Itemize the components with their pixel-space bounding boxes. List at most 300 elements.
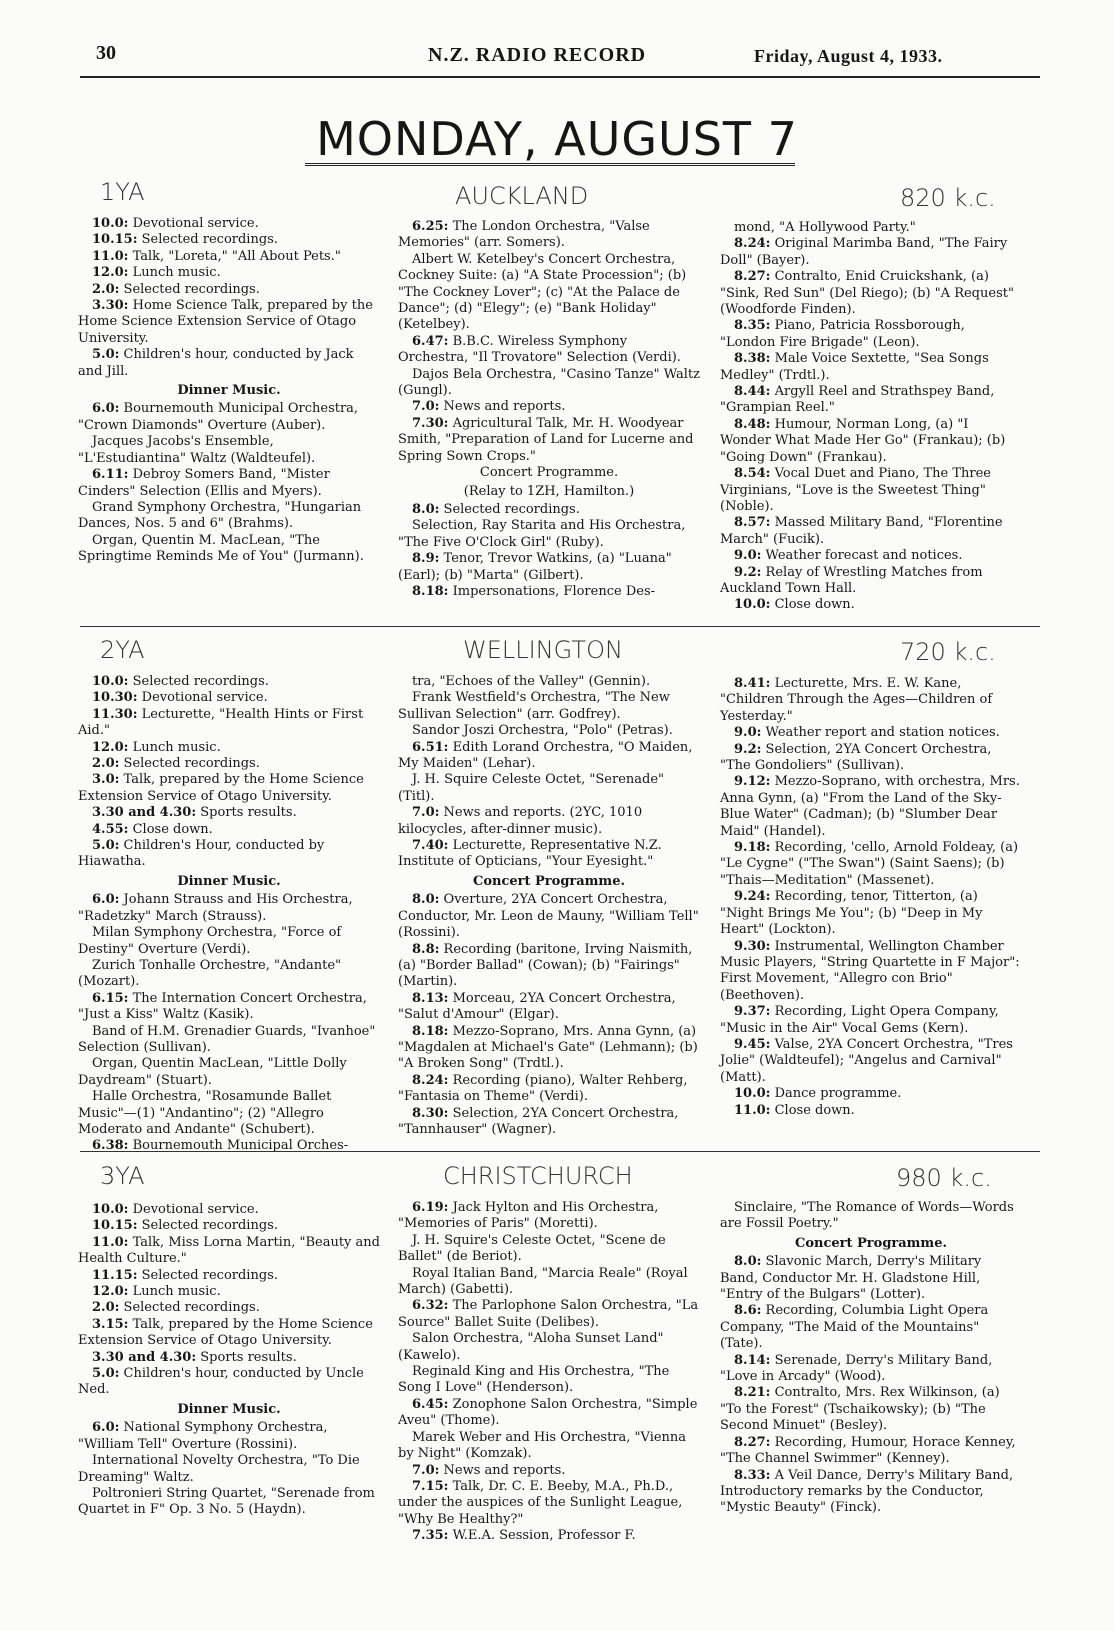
program-entry (78, 1089, 380, 1138)
entry-time: 11.15: (92, 1267, 138, 1283)
entry-text: Contralto, Enid Cruickshank, (a) "Sink, Red Sun" (Del Riego); (b) "A Request" (Woodforde Finden). (720, 269, 1014, 318)
program-entry (398, 1233, 700, 1266)
program-entry (720, 236, 1022, 269)
entry-time: 6.25: (412, 219, 449, 234)
entry-text: Lecturette, Mrs. E. W. Kane, "Children Through the Ages—Children of Yesterday." (720, 676, 993, 724)
program-entry (720, 1037, 1022, 1086)
entry-text: Poltronieri String Quartet, "Serenade from Quartet in F" Op. 3 No. 5 (Haydn). (78, 1485, 375, 1518)
program-entry (398, 584, 700, 600)
entry-time: 6.51: (412, 739, 449, 755)
entry-time: 7.0: (412, 1462, 440, 1478)
entry-time: 12.0: (92, 739, 129, 755)
section-divider (80, 1151, 1040, 1152)
entry-time: 8.18: (412, 583, 449, 599)
entry-time: 10.0: (92, 674, 129, 689)
entry-text: J. H. Squire Celeste Octet, "Serenade" (Titl). (398, 772, 665, 804)
program-entry (398, 1200, 700, 1233)
entry-text: Debroy Somers Band, "Mister Cinders" Selection (Ellis and Myers). (78, 467, 330, 499)
entry-time: 8.27: (734, 269, 771, 285)
subheading: Dinner Music. (177, 873, 281, 889)
program-entry (78, 401, 380, 434)
entry-text: Overture, 2YA Concert Orchestra, Conductor, Mr. Leon de Mauny, "William Tell" (Rossini). (398, 892, 699, 941)
entry-text: Recording (piano), Walter Rehberg, "Fantasia on Theme" (Verdi). (398, 1072, 688, 1105)
program-entry (720, 384, 1022, 417)
entry-text: Marek Weber and His Orchestra, "Vienna by Night" (Komzak). (398, 1429, 687, 1462)
entry-text: Frank Westfield's Orchestra, "The New Sullivan Selection" (arr. Godfrey). (398, 690, 670, 722)
entry-text: Selection, 2YA Concert Orchestra, "Tannhauser" (Wagner). (398, 1105, 679, 1137)
program-entry (720, 774, 1022, 840)
entry-time: 12.0: (92, 1284, 129, 1300)
entry-text: News and reports. (439, 1462, 566, 1478)
program-entry (78, 756, 380, 772)
entry-text: Argyll Reel and Strathspey Band, "Grampian Reel." (720, 384, 995, 416)
station-freq-3ya: 980 k.c. (896, 1164, 992, 1192)
program-entry (78, 282, 380, 298)
program-entry (720, 1353, 1022, 1386)
program-column (398, 219, 700, 600)
program-entry (398, 252, 700, 334)
station-city-wellington: WELLINGTON (463, 636, 623, 664)
program-entry (720, 725, 1022, 741)
program-entry (398, 1430, 700, 1463)
program-entry (78, 1024, 380, 1057)
program-entry (398, 518, 700, 551)
entry-time: 8.27: (734, 1434, 771, 1450)
entry-time: 8.14: (734, 1352, 771, 1368)
entry-text: Zurich Tonhalle Orchestre, "Andante" (Mozart). (78, 957, 342, 990)
entry-text: Salon Orchestra, "Aloha Sunset Land" (Kawelo). (398, 1331, 664, 1363)
program-entry (78, 1284, 380, 1300)
program-column (78, 674, 380, 1155)
section-divider (80, 626, 1040, 627)
entry-time: 7.40: (412, 838, 449, 854)
program-entry (398, 740, 700, 773)
program-entry (78, 1056, 380, 1089)
entry-text: Recording, Humour, Horace Kenney, "The Channel Swimmer" (Kenney). (720, 1434, 1016, 1467)
program-entry (78, 1420, 380, 1453)
program-entry (78, 533, 380, 566)
program-entry (720, 1103, 1022, 1119)
program-entry (398, 502, 700, 518)
entry-text: Close down. (770, 1102, 855, 1118)
entry-text: Recording, Light Opera Company, "Music in the Air" Vocal Gems (Kern). (720, 1004, 999, 1036)
program-entry (720, 1254, 1022, 1303)
entry-time: 3.30 and 4.30: (92, 805, 197, 821)
entry-text: Talk, "Loreta," "All About Pets." (128, 248, 341, 264)
program-entry (720, 597, 1022, 613)
program-entry (78, 1300, 380, 1316)
entry-text: Lecturette, Representative N.Z. Institute of Opticians, "Your Eyesight." (398, 838, 662, 870)
entry-time: 5.0: (92, 838, 120, 854)
entry-text: Relay of Wrestling Matches from Auckland Town Hall. (720, 564, 983, 596)
entry-text: Lunch music. (128, 739, 221, 755)
entry-time: 8.0: (734, 1254, 762, 1270)
entry-time: 9.18: (734, 840, 771, 856)
entry-text: Lunch music. (128, 1284, 221, 1300)
program-column (78, 1202, 380, 1519)
program-entry (720, 1086, 1022, 1102)
entry-time: 10.0: (734, 597, 771, 613)
program-entry (398, 723, 700, 739)
entry-text: Recording (baritone, Irving Naismith, (a) "Border Ballad" (Cowan); (b) "Fairings" (Martin). (398, 941, 693, 990)
program-entry (398, 690, 700, 723)
entry-text: Selection, 2YA Concert Orchestra, "The Gondoliers" (Sullivan). (720, 741, 992, 774)
program-column (720, 676, 1022, 1119)
program-entry (720, 318, 1022, 351)
entry-time: 11.0: (92, 1234, 129, 1250)
entry-text: Johann Strauss and His Orchestra, "Radetzky" March (Strauss). (78, 892, 353, 924)
entry-text: Impersonations, Florence Des- (448, 583, 656, 599)
program-entry (398, 805, 700, 838)
entry-time: 8.41: (734, 676, 771, 691)
entry-time: 3.15: (92, 1316, 129, 1332)
program-entry (398, 551, 700, 584)
entry-time: 3.30: (92, 298, 129, 314)
program-entry (398, 1298, 700, 1331)
page-title: MONDAY, AUGUST 7 (316, 112, 798, 166)
station-freq-1ya: 820 k.c. (900, 184, 996, 212)
entry-time: 8.21: (734, 1385, 771, 1401)
entry-time: 8.13: (412, 990, 449, 1006)
entry-text: Close down. (770, 597, 855, 613)
entry-text: Tenor, Trevor Watkins, (a) "Luana" (Earl); (b) "Marta" (Gilbert). (398, 551, 672, 583)
entry-time: 7.0: (412, 805, 440, 821)
entry-text: Organ, Quentin MacLean, "Little Dolly Daydream" (Stuart). (78, 1056, 347, 1088)
entry-text: Agricultural Talk, Mr. H. Woodyear Smith, "Preparation of Land for Lucerne and Spring Sown Crops." (398, 415, 694, 464)
issue-date: Friday, August 4, 1933. (754, 46, 943, 66)
program-entry (398, 399, 700, 415)
entry-text: Original Marimba Band, "The Fairy Doll" (Bayer). (720, 236, 1008, 268)
entry-time: 8.0: (412, 892, 440, 908)
entry-time: 8.57: (734, 515, 771, 531)
station-call-1ya: 1YA (100, 178, 145, 206)
entry-text: Reginald King and His Orchestra, "The Song I Love" (Henderson). (398, 1364, 670, 1396)
entry-text: National Symphony Orchestra, "William Tell" Overture (Rossini). (78, 1420, 328, 1452)
station-freq-2ya: 720 k.c. (900, 638, 996, 666)
program-entry (78, 740, 380, 756)
entry-time: 8.8: (412, 941, 440, 957)
program-entry (78, 991, 380, 1024)
entry-time: 8.24: (412, 1072, 449, 1088)
program-entry (398, 1479, 700, 1528)
entry-text: Selected recordings. (137, 232, 278, 248)
entry-text: Jack Hylton and His Orchestra, "Memories of Paris" (Moretti). (398, 1200, 659, 1232)
program-entry (78, 805, 380, 821)
entry-time: 9.2: (734, 741, 762, 757)
entry-text: B.B.C. Wireless Symphony Orchestra, "Il Trovatore" Selection (Verdi). (398, 333, 681, 366)
entry-text: Recording, tenor, Titterton, (a) "Night Brings Me You"; (b) "Deep in My Heart" (Lockton). (720, 889, 983, 938)
program-entry (720, 1200, 1022, 1233)
station-city-christchurch: CHRISTCHURCH (443, 1162, 633, 1190)
program-entry (720, 548, 1022, 564)
program-entry (720, 220, 1022, 236)
entry-time: 9.45: (734, 1036, 771, 1052)
subheading: Dinner Music. (177, 1401, 281, 1417)
entry-time: 6.47: (412, 333, 449, 349)
entry-time: 6.45: (412, 1396, 449, 1412)
entry-time: 7.15: (412, 1478, 449, 1494)
entry-time: 9.0: (734, 725, 762, 741)
program-entry (78, 467, 380, 500)
program-entry (78, 772, 380, 805)
entry-time: 8.24: (734, 236, 771, 252)
entry-time: 11.30: (92, 706, 138, 722)
program-entry (398, 1528, 700, 1544)
entry-text: Instrumental, Wellington Chamber Music Players, "String Quartette in F Major": First Movement, "Allegro con Brio" (Beethoven). (720, 938, 1020, 1003)
entry-text: Sandor Joszi Orchestra, "Polo" (Petras). (412, 723, 673, 739)
page-number: 30 (96, 42, 116, 64)
entry-time: 10.0: (92, 1202, 129, 1217)
title-underline (305, 163, 795, 166)
entry-text: Bournemouth Municipal Orchestra, "Crown Diamonds" Overture (Auber). (78, 401, 359, 433)
program-entry (78, 1350, 380, 1366)
entry-time: 8.54: (734, 466, 771, 482)
program-entry (720, 939, 1022, 1005)
entry-time: 10.15: (92, 1218, 138, 1234)
header-rule (80, 76, 1040, 78)
entry-time: 8.38: (734, 351, 771, 367)
entry-time: 10.30: (92, 690, 138, 706)
entry-time: 2.0: (92, 281, 120, 297)
entry-time: 8.48: (734, 416, 771, 432)
entry-time: 9.0: (734, 548, 762, 564)
program-column (720, 220, 1022, 614)
program-entry (398, 1331, 700, 1364)
program-entry (398, 942, 700, 991)
program-entry (78, 1235, 380, 1268)
entry-time: 11.0: (92, 248, 129, 264)
entry-time: 8.9: (412, 551, 440, 567)
entry-text: International Novelty Orchestra, "To Die Dreaming" Waltz. (78, 1453, 360, 1485)
entry-time: 12.0: (92, 265, 129, 281)
entry-text: The Parlophone Salon Orchestra, "La Source" Ballet Suite (Delibes). (398, 1298, 699, 1330)
entry-time: 9.37: (734, 1004, 771, 1020)
entry-time: 7.30: (412, 415, 449, 431)
program-entry (720, 676, 1022, 725)
program-entry (398, 1463, 700, 1479)
program-entry (78, 892, 380, 925)
program-entry (398, 1024, 700, 1073)
entry-text: Mezzo-Soprano, with orchestra, Mrs. Anna Gynn, (a) "From the Land of the Sky-Blue Water" (Cadman); (b) "Slumber Dear Maid" (Handel). (720, 774, 1020, 839)
station-city-auckland: AUCKLAND (455, 182, 589, 210)
entry-time: 5.0: (92, 347, 120, 363)
program-entry (398, 1364, 700, 1397)
entry-time: 9.24: (734, 889, 771, 905)
subheading: Concert Programme. (794, 1235, 947, 1251)
entry-text: Sinclaire, "The Romance of Words—Words are Fossil Poetry." (720, 1200, 1014, 1232)
entry-time: 6.11: (92, 467, 129, 483)
entry-text: Children's Hour, conducted by Hiawatha. (78, 838, 325, 870)
program-entry (720, 269, 1022, 318)
entry-text: Valse, 2YA Concert Orchestra, "Tres Jolie" (Waldteufel); "Angelus and Carnival" (Matt). (720, 1036, 1013, 1085)
program-entry (720, 1385, 1022, 1434)
entry-text: Devotional service. (128, 1202, 259, 1217)
entry-text: Dance programme. (770, 1086, 902, 1102)
entry-time: 6.19: (412, 1200, 449, 1215)
entry-text: Serenade, Derry's Military Band, "Love in Arcady" (Wood). (720, 1352, 993, 1385)
entry-text: Recording, 'cello, Arnold Foldeay, (a) "Le Cygne" ("The Swan") (Saint Saens); (b) "Thais—Meditation" (Massenet). (720, 840, 1019, 888)
entry-time: 2.0: (92, 1300, 120, 1316)
program-entry (78, 232, 380, 248)
publication-name: N.Z. RADIO RECORD (428, 44, 647, 66)
program-entry (720, 417, 1022, 466)
entry-time: 9.12: (734, 774, 771, 790)
entry-time: 2.0: (92, 756, 120, 772)
program-entry (78, 707, 380, 740)
program-entry (398, 991, 700, 1024)
entry-text: Bournemouth Municipal Orches- (128, 1138, 349, 1154)
program-entry (398, 1073, 700, 1106)
entry-time: 10.0: (734, 1086, 771, 1102)
entry-text: The London Orchestra, "Valse Memories" (arr. Somers). (398, 219, 650, 251)
entry-text: Selected recordings. (119, 1300, 260, 1316)
program-entry (398, 219, 700, 252)
program-entry (78, 1453, 380, 1486)
program-entry (720, 1303, 1022, 1352)
subheading: Concert Programme. (479, 465, 619, 481)
entry-time: 8.33: (734, 1467, 771, 1483)
entry-text: Selected recordings. (439, 501, 580, 517)
program-entry (78, 216, 380, 232)
entry-time: 8.18: (412, 1023, 449, 1039)
program-entry (720, 1435, 1022, 1468)
program-entry (78, 925, 380, 958)
entry-time: 10.15: (92, 232, 138, 248)
program-entry (78, 1366, 380, 1399)
program-entry (78, 249, 380, 265)
entry-text: Selected recordings. (128, 674, 269, 689)
program-entry (398, 367, 700, 400)
program-entry (398, 674, 700, 690)
entry-time: 8.0: (412, 501, 440, 517)
program-entry (78, 822, 380, 838)
entry-text: mond, "A Hollywood Party." (734, 220, 916, 235)
entry-time: 3.0: (92, 772, 120, 788)
program-entry (78, 690, 380, 706)
program-entry (398, 838, 700, 871)
entry-text: Home Science Talk, prepared by the Home Science Extension Service of Otago University. (78, 298, 373, 346)
program-entry (398, 892, 700, 941)
program-entry (720, 889, 1022, 938)
entry-time: 3.30 and 4.30: (92, 1349, 197, 1365)
program-entry (720, 1004, 1022, 1037)
entry-time: 9.30: (734, 938, 771, 954)
entry-text: Humour, Norman Long, (a) "I Wonder What Made Her Go" (Frankau); (b) "Going Down" (Frankau). (720, 416, 1006, 465)
entry-text: Albert W. Ketelbey's Concert Orchestra, Cockney Suite: (a) "A State Procession"; (b) "The Cockney Lover"; (c) "At the Palace de Dance"; (d) "Elegy"; (e) "Bank Holiday" (Ketelbey). (398, 251, 687, 333)
entry-text: Vocal Duet and Piano, The Three Virginians, "Love is the Sweetest Thing" (Noble). (720, 466, 991, 514)
entry-time: 6.15: (92, 990, 129, 1006)
entry-text: tra, "Echoes of the Valley" (Gennin). (412, 674, 651, 689)
entry-text: Close down. (128, 821, 213, 837)
entry-text: Talk, prepared by the Home Science Extension Service of Otago University. (78, 1316, 373, 1349)
program-entry (398, 1266, 700, 1299)
entry-text: Halle Orchestra, "Rosamunde Ballet Music"—(1) "Andantino"; (2) "Allegro Moderato and Andante" (Schubert). (78, 1089, 332, 1137)
subheading: (Relay to 1ZH, Hamilton.) (463, 483, 635, 499)
program-entry (720, 466, 1022, 515)
program-column (78, 216, 380, 566)
program-entry (720, 565, 1022, 598)
entry-text: Piano, Patricia Rossborough, "London Fire Brigade" (Leon). (720, 318, 965, 350)
station-call-2ya: 2YA (100, 636, 145, 664)
entry-time: 9.2: (734, 564, 762, 580)
program-entry (720, 742, 1022, 775)
entry-text: Lecturette, "Health Hints or First Aid." (78, 706, 364, 739)
program-entry (78, 1317, 380, 1350)
entry-text: Slavonic March, Derry's Military Band, Conductor Mr. H. Gladstone Hill, "Entry of the Bulgars" (Lotter). (720, 1254, 982, 1303)
program-entry (398, 1397, 700, 1430)
entry-time: 8.44: (734, 384, 771, 400)
entry-text: W.E.A. Session, Professor F. (448, 1528, 636, 1544)
program-entry (78, 674, 380, 690)
entry-text: Sports results. (196, 805, 297, 821)
program-column (398, 1200, 700, 1545)
program-entry (720, 351, 1022, 384)
program-entry (78, 958, 380, 991)
station-call-3ya: 3YA (100, 1162, 145, 1190)
entry-time: 5.0: (92, 1366, 120, 1382)
entry-time: 11.0: (734, 1102, 771, 1118)
entry-text: J. H. Squire's Celeste Octet, "Scene de Ballet" (de Beriot). (398, 1232, 666, 1265)
program-entry (78, 1268, 380, 1284)
program-entry (78, 500, 380, 533)
entry-text: Lunch music. (128, 265, 221, 281)
entry-text: Jacques Jacobs's Ensemble, "L'Estudiantina" Waltz (Waldteufel). (78, 434, 316, 466)
program-entry (398, 772, 700, 805)
program-entry (720, 1468, 1022, 1517)
entry-text: Children's hour, conducted by Jack and Jill. (78, 347, 354, 379)
entry-text: Massed Military Band, "Florentine March" (Fucik). (720, 515, 1003, 547)
entry-text: News and reports. (2YC, 1010 kilocycles, after-dinner music). (398, 805, 643, 837)
subheading: Concert Programme. (472, 873, 625, 889)
entry-text: Contralto, Mrs. Rex Wilkinson, (a) "To the Forest" (Tschaikowsky); (b) "The Second Minuet" (Besley). (720, 1385, 1000, 1434)
entry-text: Children's hour, conducted by Uncle Ned. (78, 1366, 364, 1398)
program-entry (78, 298, 380, 347)
program-column (398, 674, 700, 1138)
entry-time: 8.30: (412, 1105, 449, 1121)
entry-time: 6.0: (92, 401, 120, 417)
entry-text: Selection, Ray Starita and His Orchestra, "The Five O'Clock Girl" (Ruby). (398, 518, 686, 550)
entry-text: Weather report and station notices. (761, 725, 1000, 741)
entry-time: 4.55: (92, 821, 129, 837)
program-entry (78, 1138, 380, 1154)
entry-text: Organ, Quentin M. MacLean, "The Springtime Reminds Me of You" (Jurmann). (78, 532, 364, 565)
program-entry (78, 838, 380, 871)
program-entry (78, 1486, 380, 1519)
program-entry (78, 347, 380, 380)
entry-time: 10.0: (92, 216, 129, 231)
entry-text: Royal Italian Band, "Marcia Reale" (Royal March) (Gabetti). (398, 1265, 688, 1298)
entry-text: Male Voice Sextette, "Sea Songs Medley" (Trdtl.). (720, 351, 989, 383)
entry-text: Selected recordings. (119, 281, 260, 297)
entry-text: Sports results. (196, 1349, 297, 1365)
program-entry (398, 416, 700, 465)
program-entry (720, 515, 1022, 548)
entry-time: 7.35: (412, 1528, 449, 1544)
entry-text: Devotional service. (137, 690, 268, 706)
entry-text: News and reports. (439, 399, 566, 415)
entry-time: 7.0: (412, 399, 440, 415)
entry-text: Band of H.M. Grenadier Guards, "Ivanhoe" Selection (Sullivan). (78, 1023, 376, 1055)
entry-text: Morceau, 2YA Concert Orchestra, "Salut d'Amour" (Elgar). (398, 990, 676, 1023)
entry-text: Dajos Bela Orchestra, "Casino Tanze" Waltz (Gungl). (398, 366, 700, 399)
program-entry (720, 840, 1022, 889)
program-entry (78, 434, 380, 467)
entry-time: 8.6: (734, 1303, 762, 1319)
entry-text: Recording, Columbia Light Opera Company, "The Maid of the Mountains" (Tate). (720, 1303, 989, 1352)
entry-text: Selected recordings. (137, 1267, 278, 1283)
program-entry (78, 1218, 380, 1234)
entry-time: 6.0: (92, 1420, 120, 1436)
